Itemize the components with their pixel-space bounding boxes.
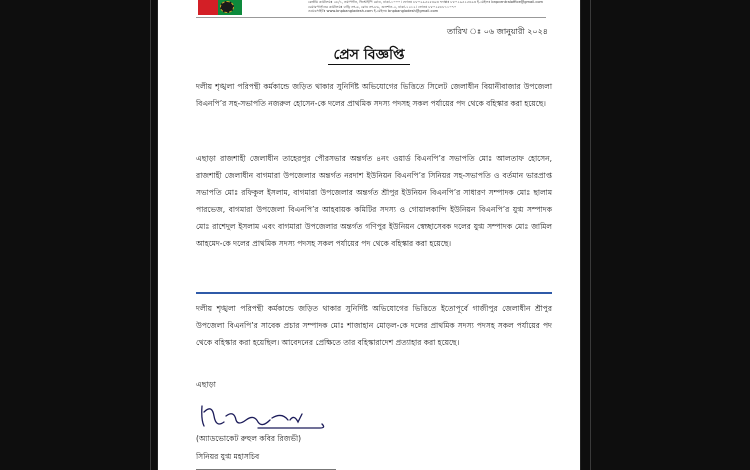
letterhead-line-2: চেয়ারপার্সনের কার্যালয়ঃ বাড়ি নং-৬, রোড নং-৮৬, গুলশান-২, ঢাকা-১২১২। ফোনঃ ৮৮০২৫৮৮১১০৭০ xyxy=(308,4,457,9)
paragraph-3: দলীয় শৃঙ্খলা পরিপন্থী কর্মকান্ডে জড়িত থাকার সুনির্দিষ্ট অভিযোগের ভিত্তিতে ইতোপূর্বে গাজীপুর জেলাধীন শ্রীপুর উপজেলা বিএনপি’র সাবেক প্রচার সম্পাদক মোঃ শাজাহান মোড়ল-কে দলের প্রাথমিক সদস্য পদসহ সকল পর্যায়ের পদ থেকে বহিস্কার করা হয়েছিল। আবেদনের প্রেক্ষিতে তার বহিস্কারাদেশ প্রত্যাহার করা হয়েছে। xyxy=(196,304,552,347)
right-gutter-line xyxy=(590,0,591,470)
paragraph-2: এছাড়া রাজশাহী জেলাধীন তাহেরপুর পৌরসভার অন্তর্গত ৪নং ওয়ার্ড বিএনপি’র সভাপতি মোঃ আলতাফ হোসেন, রাজশাহী জেলাধীন বাগমারা উপজেলার অন্তর্গত নরদাশ ইউনিয়ন বিএনপি’র সিনিয়র সহ-সভাপতি ও বর্তমান ভারপ্রাপ্ত সভাপতি মোঃ রফিকুল ইসলাম, বাগমারা উপজেলার অন্তর্গত শ্রীপুর ইউনিয়ন বিএনপি’র সাধারণ সম্পাদক মোঃ ছালাম পারভেজ, বাগমারা উপজেলা বিএনপি’র আহবায়ক কমিটির সদস্য ও গোয়ালকান্দি ইউনিয়ন বিএনপি’র যুগ্ম সম্পাদক মোঃ রাশেদুল ইসলাম এবং বাগমারা উপজেলার অন্তর্গত গণিপুর ইউনিয়ন স্বেচ্ছাসেবক দলের যুগ্ম সম্পাদক মোঃ জামিল আহমেদ-কে দলের প্রাথমিক সদস্য পদসহ সকল পর্যায়ের পদ থেকে বহিস্কার করা হয়েছে। xyxy=(196,154,552,248)
signatory-title: সিনিয়র যুগ্ম মহাসচিব xyxy=(196,452,260,461)
signatory-name: (অ্যাডভোকেট রুহুল কবির রিজভী) xyxy=(196,434,302,443)
press-release-page xyxy=(158,0,580,470)
logo-red-field xyxy=(198,0,218,15)
handwritten-signature xyxy=(198,398,338,432)
paragraph-1: দলীয় শৃঙ্খলা পরিপন্থী কর্মকান্ডে জড়িত থাকার সুনির্দিষ্ট অভিযোগের ভিত্তিতে সিলেট জেলাধীন বিয়ানীবাজার উপজেলা বিএনপি’র সহ-সভাপতি নজরুল হোসেন-কে দলের প্রাথমিক সদস্য পদসহ সকল পর্যায়ের পদ থেকে বহিস্কার করা হয়েছে। xyxy=(196,82,552,108)
section-divider xyxy=(196,292,552,294)
title-underline xyxy=(328,64,410,65)
document-title: প্রেস বিজ্ঞপ্তি xyxy=(333,47,405,63)
cut-off-text-line xyxy=(196,466,346,470)
left-gutter-line xyxy=(150,0,151,470)
letterhead-line-1: কেন্দ্রীয় কার্যালয়ঃ ২৮/১, নয়াপল্টন, ভিআইপি রোড, ঢাকা-১০০০। ফোনঃ ৮৮০২৯৫২৫৪৯৩ ফ্যাক্সঃ ৮৮০২৯৫২৫৪৯৩ ই-মেইলঃ bnpcentraloffice@gmail.com xyxy=(308,0,544,4)
letterhead-contact-info xyxy=(308,0,570,14)
party-logo xyxy=(198,0,242,15)
logo-wheel-icon xyxy=(220,1,234,13)
letterhead-line-3: ওয়েবসাইটঃ www.bnpbangladesh.com ই-মেইলঃ bnpbangladesh@gmail.com xyxy=(308,9,439,14)
closing-word: এছাড়া xyxy=(196,380,216,389)
release-date: তারিখ ঃ ০৬ জানুয়ারী ২০২৪ xyxy=(446,27,548,36)
letterhead-divider xyxy=(196,17,546,18)
